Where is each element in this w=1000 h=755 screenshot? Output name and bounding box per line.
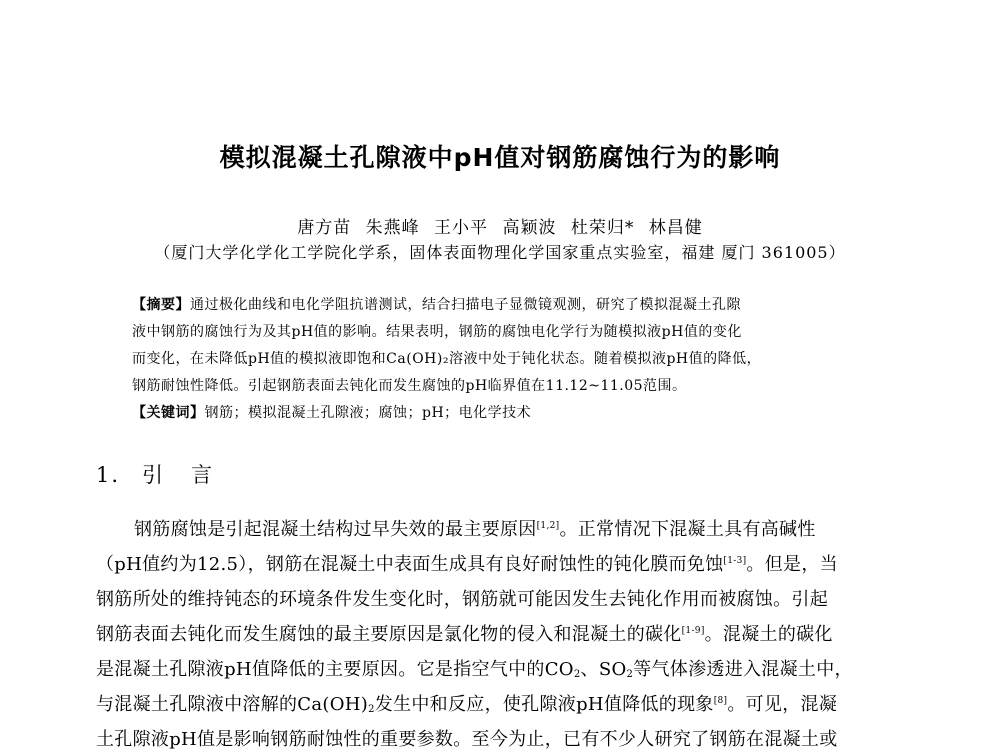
keywords-text: 钢筋；模拟混凝土孔隙液；腐蚀；pH；电化学技术 [204,405,532,421]
body-line: 钢筋所处的维持钝态的环境条件发生变化时，钢筋就可能因发生去钝化作用而被腐蚀。引起 [96,589,828,610]
body-line: 钢筋腐蚀是引起混凝土结构过早失效的最主要原因[1,2]。正常情况下混凝土具有高碱性 [134,519,816,540]
body-line: 是混凝土孔隙液pH值降低的主要原因。它是指空气中的$CO_2$、$SO_2$等气体渗透进入混凝土中， [96,659,853,680]
citation: [1-9] [681,626,705,636]
author-list: 唐方苗 朱燕峰 王小平 高颖波 杜荣归* 林昌健 [297,218,703,238]
abstract-line: 钢筋耐蚀性降低。引起钢筋表面去钝化而发生腐蚀的pH临界值在11.12~11.05范围。 [132,378,687,394]
abstract-line: 而变化，在未降低pH值的模拟液即饱和Ca(OH)₂溶液中处于钝化状态。随着模拟液pH值的降低， [132,351,762,367]
body-line: 土孔隙液pH值是影响钢筋耐蚀性的重要参数。至今为止，已有不少人研究了钢筋在混凝土或 [96,729,838,750]
section-title-char: 引 [142,463,166,487]
body-line: 钢筋表面去钝化而发生腐蚀的最主要原因是氯化物的侵入和混凝土的碳化[1-9]。混凝土的碳化 [96,624,833,645]
keywords-line [132,402,892,422]
section-number: 1. [96,463,121,487]
section-heading [96,459,214,489]
citation: [1,2] [536,521,560,531]
abstract-label: 【摘要】 [132,297,190,313]
citation: [8] [713,696,728,706]
abstract-line: 液中钢筋的腐蚀行为及其pH值的影响。结果表明，钢筋的腐蚀电化学行为随模拟液pH值的变化 [132,324,742,340]
abstract-text: 通过极化曲线和电化学阻抗谱测试，结合扫描电子显微镜观测，研究了模拟混凝土孔隙 [190,297,741,313]
affiliation: （厦门大学化学化工学院化学系，固体表面物理化学国家重点实验室，福建 厦门 361005） [154,243,846,262]
keywords-label: 【关键词】 [132,405,205,421]
body-line: 与混凝土孔隙液中溶解的$Ca(OH)_2$发生中和反应，使孔隙液pH值降低的现象[8]。可见，混凝 [96,694,838,715]
paper-title: 模拟混凝土孔隙液中pH值对钢筋腐蚀行为的影响 [219,143,781,172]
citation: [1-3] [723,556,747,566]
section-title-char: 言 [191,463,215,487]
abstract-line [132,294,892,314]
body-line: （pH值约为12.5），钢筋在混凝土中表面生成具有良好耐蚀性的钝化膜而免蚀[1-3]。但是，当 [96,554,838,575]
